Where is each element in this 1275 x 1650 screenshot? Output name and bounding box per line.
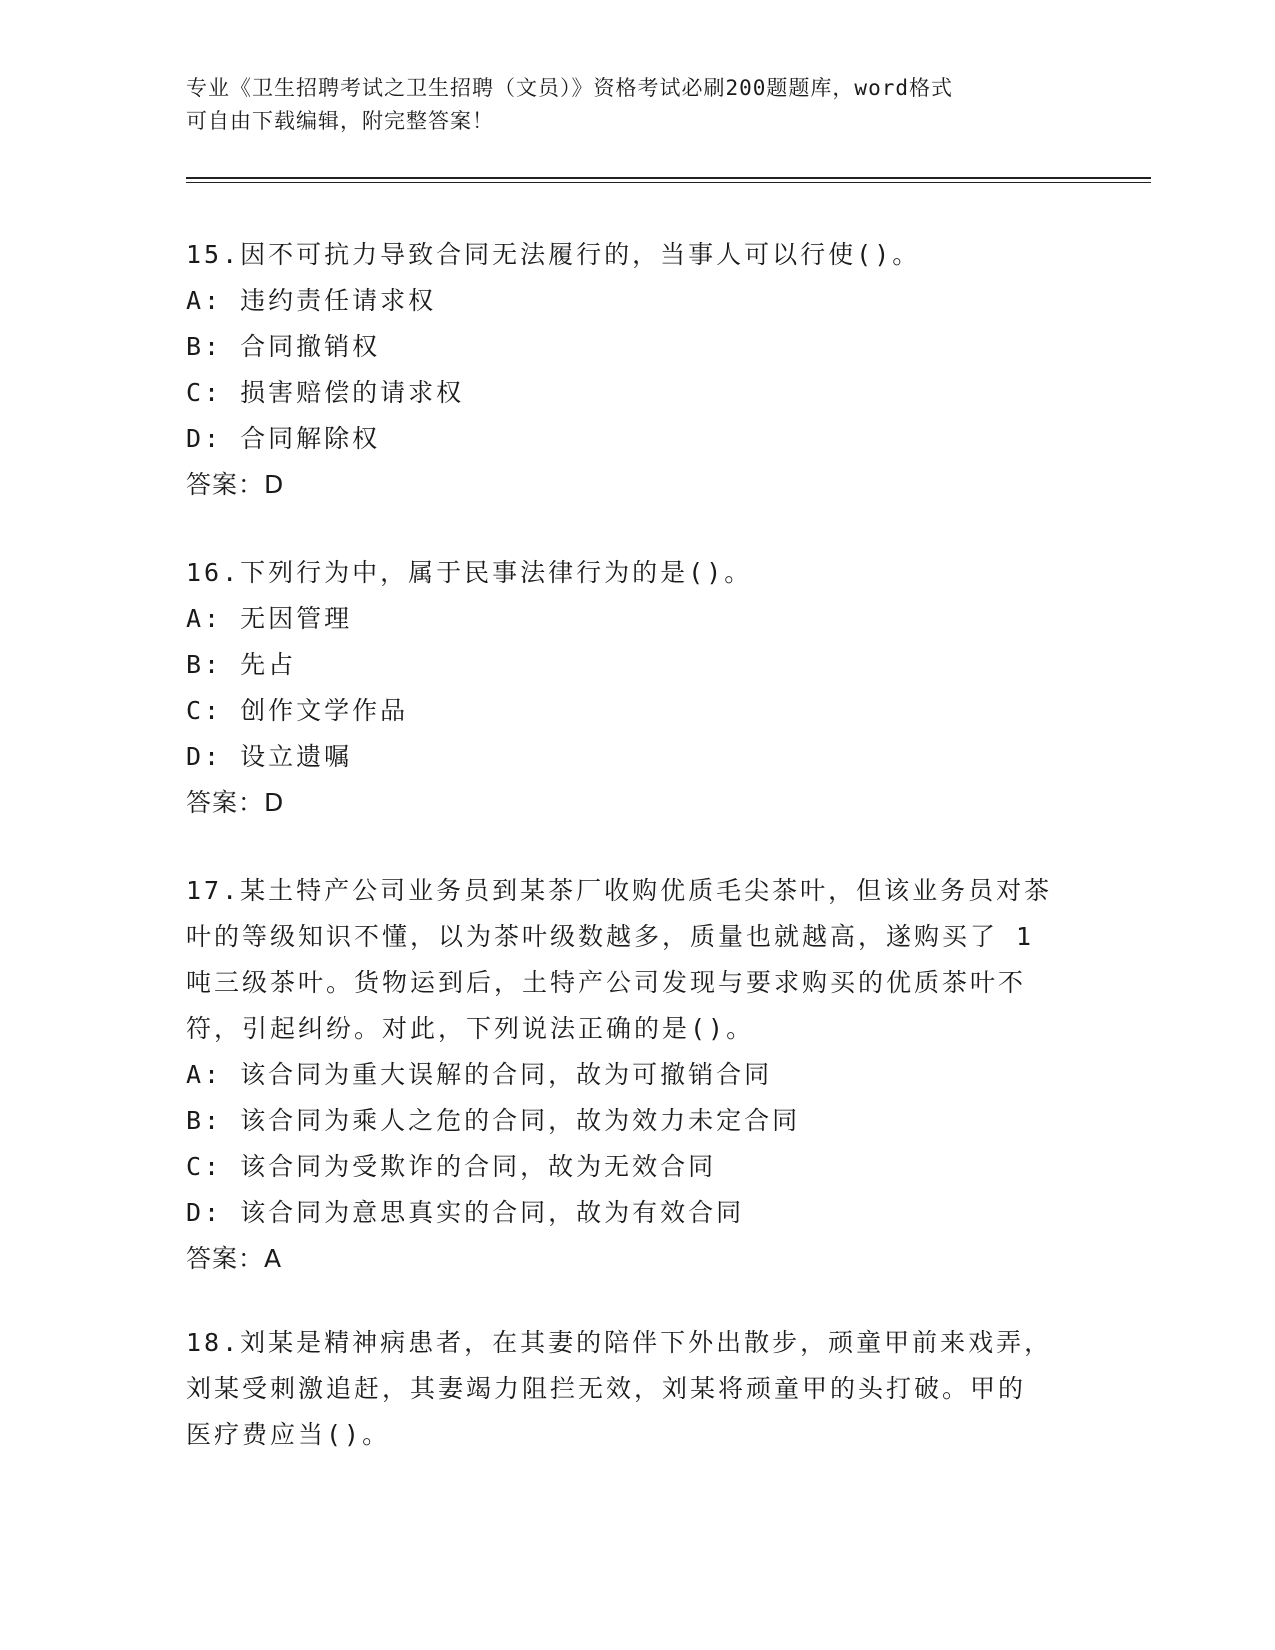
question-stem-line-1: 18.刘某是精神病患者，在其妻的陪伴下外出散步，顽童甲前来戏弄， bbox=[186, 1328, 1053, 1357]
option-b: B: 先占 bbox=[186, 650, 297, 679]
header-divider-thin bbox=[186, 182, 1151, 183]
header-line-2: 可自由下载编辑，附完整答案！ bbox=[186, 109, 494, 133]
question-stem: 16.下列行为中，属于民事法律行为的是()。 bbox=[186, 558, 753, 587]
question-stem-line-3: 吨三级茶叶。货物运到后，土特产公司发现与要求购买的优质茶叶不 bbox=[186, 968, 1027, 997]
option-d: D: 合同解除权 bbox=[186, 424, 381, 453]
question-16 bbox=[186, 550, 1086, 826]
option-d: D: 设立遗嘱 bbox=[186, 742, 353, 771]
header-line-1: 专业《卫生招聘考试之卫生招聘（文员）》资格考试必刷200题题库，word格式 bbox=[186, 76, 953, 100]
question-stem-line-3: 医疗费应当()。 bbox=[186, 1420, 391, 1449]
option-a: A: 无因管理 bbox=[186, 604, 353, 633]
option-d: D: 该合同为意思真实的合同，故为有效合同 bbox=[186, 1198, 745, 1227]
option-c: C: 创作文学作品 bbox=[186, 696, 409, 725]
document-header bbox=[186, 72, 1086, 138]
option-b: B: 合同撤销权 bbox=[186, 332, 381, 361]
question-stem-line-1: 17.某土特产公司业务员到某茶厂收购优质毛尖茶叶，但该业务员对茶 bbox=[186, 876, 1053, 905]
option-c: C: 该合同为受欺诈的合同，故为无效合同 bbox=[186, 1152, 717, 1181]
answer: 答案：A bbox=[186, 1244, 283, 1273]
header-divider-thick bbox=[186, 177, 1151, 179]
option-b: B: 该合同为乘人之危的合同，故为效力未定合同 bbox=[186, 1106, 801, 1135]
question-15 bbox=[186, 232, 1086, 508]
question-18 bbox=[186, 1320, 1086, 1458]
question-stem: 15.因不可抗力导致合同无法履行的，当事人可以行使()。 bbox=[186, 240, 921, 269]
question-stem-line-4: 符，引起纠纷。对此，下列说法正确的是()。 bbox=[186, 1014, 755, 1043]
option-a: A: 违约责任请求权 bbox=[186, 286, 437, 315]
option-c: C: 损害赔偿的请求权 bbox=[186, 378, 465, 407]
answer: 答案：D bbox=[186, 788, 285, 817]
answer: 答案：D bbox=[186, 470, 285, 499]
question-stem-line-2: 叶的等级知识不懂，以为茶叶级数越多，质量也就越高，遂购买了 1 bbox=[186, 922, 1035, 951]
question-stem-line-2: 刘某受刺激追赶，其妻竭力阻拦无效，刘某将顽童甲的头打破。甲的 bbox=[186, 1374, 1027, 1403]
option-a: A: 该合同为重大误解的合同，故为可撤销合同 bbox=[186, 1060, 773, 1089]
question-17 bbox=[186, 868, 1086, 1282]
